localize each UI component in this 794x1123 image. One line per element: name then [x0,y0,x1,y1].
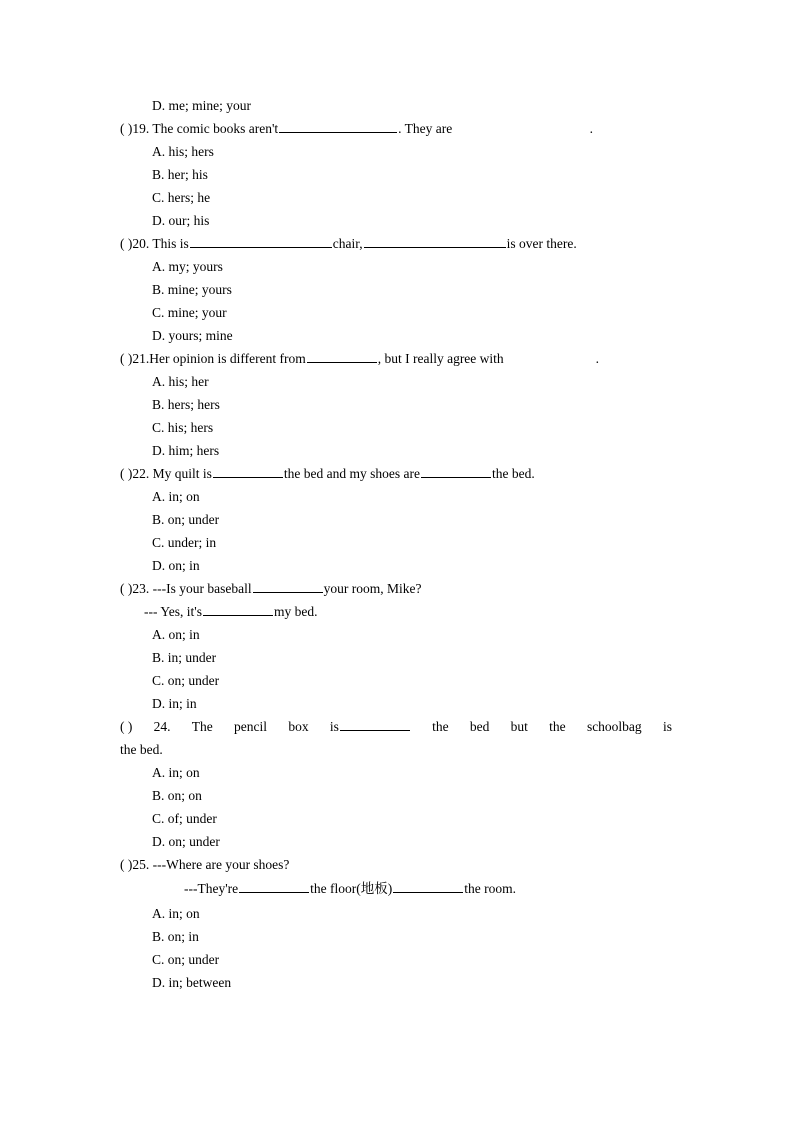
answer-blank[interactable] [340,718,410,731]
option-a: A. his; her [152,374,209,389]
question-word: but [510,719,528,734]
answer-blank[interactable] [364,235,506,248]
question-number: 24. [153,719,171,734]
option-c: C. on; under [152,673,220,688]
question-text: is over there. [506,236,577,251]
question-25 [120,856,289,874]
answer-paren[interactable]: ( ) [120,351,133,366]
question-number: 21. [132,351,150,366]
question-20 [120,235,577,253]
question-text: My quilt is [152,466,212,481]
answer-paren[interactable]: ( ) [120,719,133,734]
option-a: A. in; on [152,765,200,780]
option-b: B. hers; hers [152,397,220,412]
question-19 [120,120,593,138]
question-23 [120,580,421,598]
option-c: C. under; in [152,535,217,550]
option-d: D. me; mine; your [152,98,251,113]
answer-blank[interactable] [457,121,589,133]
question-text: . [589,121,594,136]
question-word: schoolbag [586,719,642,734]
answer-blank[interactable] [190,235,332,248]
question-word: is [662,719,672,734]
option-c: C. mine; your [152,305,227,320]
option-d: D. on; under [152,834,220,849]
question-22 [120,465,535,483]
answer-paren[interactable]: ( ) [120,121,133,136]
option-a: A. in; on [152,489,200,504]
option-b: B. on; under [152,512,220,527]
question-text: ---Is your baseball [152,581,252,596]
question-number: 23. [132,581,150,596]
option-d: D. him; hers [152,443,220,458]
answer-paren[interactable]: ( ) [120,236,133,251]
option-b: B. mine; yours [152,282,232,297]
question-text: . [595,351,600,366]
option-a: A. in; on [152,906,200,921]
question-number: 22. [132,466,150,481]
option-d: D. in; between [152,975,232,990]
question-word: box [288,719,309,734]
question-text: This is [152,236,189,251]
question-text: the room. [464,881,517,896]
answer-blank[interactable] [253,580,323,593]
question-text: . They are [398,121,453,136]
option-b: B. in; under [152,650,217,665]
option-a: A. my; yours [152,259,223,274]
option-a: A. on; in [152,627,200,642]
question-text: your room, Mike? [323,581,422,596]
question-text: the bed. [491,466,535,481]
question-text: , but I really agree with [377,351,504,366]
question-text: ---They're [184,881,239,896]
answer-blank[interactable] [393,880,463,893]
question-text: my bed. [273,604,318,619]
question-word: bed [469,719,490,734]
question-24-line2: the bed. [120,742,163,757]
answer-blank[interactable] [279,120,397,133]
option-d: D. our; his [152,213,210,228]
option-b: B. her; his [152,167,208,182]
answer-paren[interactable]: ( ) [120,857,133,872]
question-text: --- Yes, it's [144,604,202,619]
question-word: the [549,719,566,734]
question-number: 25. [132,857,150,872]
question-text: The comic books aren't [152,121,279,136]
answer-blank[interactable] [239,880,309,893]
question-text: ---Where are your shoes? [152,857,290,872]
option-d: D. on; in [152,558,200,573]
question-word: the [432,719,449,734]
option-b: B. on; on [152,788,202,803]
option-d: D. yours; mine [152,328,233,343]
question-24 [120,718,672,736]
question-number: 19. [132,121,150,136]
answer-blank[interactable] [307,350,377,363]
question-text: Her opinion is different from [149,351,306,366]
option-c: C. his; hers [152,420,214,435]
answer-blank[interactable] [505,351,595,363]
question-number: 20. [132,236,150,251]
question-text: the floor(地板) [310,881,393,896]
option-c: C. of; under [152,811,217,826]
question-25-line2 [184,880,516,898]
question-word: pencil [234,719,268,734]
question-word: is [329,719,339,734]
answer-blank[interactable] [421,465,491,478]
option-d: D. in; in [152,696,197,711]
option-c: C. on; under [152,952,220,967]
option-a: A. his; hers [152,144,214,159]
answer-paren[interactable]: ( ) [120,466,133,481]
question-23-line2 [144,603,317,621]
question-21 [120,350,599,368]
question-text: chair, [332,236,363,251]
answer-paren[interactable]: ( ) [120,581,133,596]
question-text: the bed and my shoes are [283,466,420,481]
option-b: B. on; in [152,929,199,944]
answer-blank[interactable] [213,465,283,478]
option-c: C. hers; he [152,190,211,205]
answer-blank[interactable] [203,603,273,616]
question-word: The [191,719,213,734]
